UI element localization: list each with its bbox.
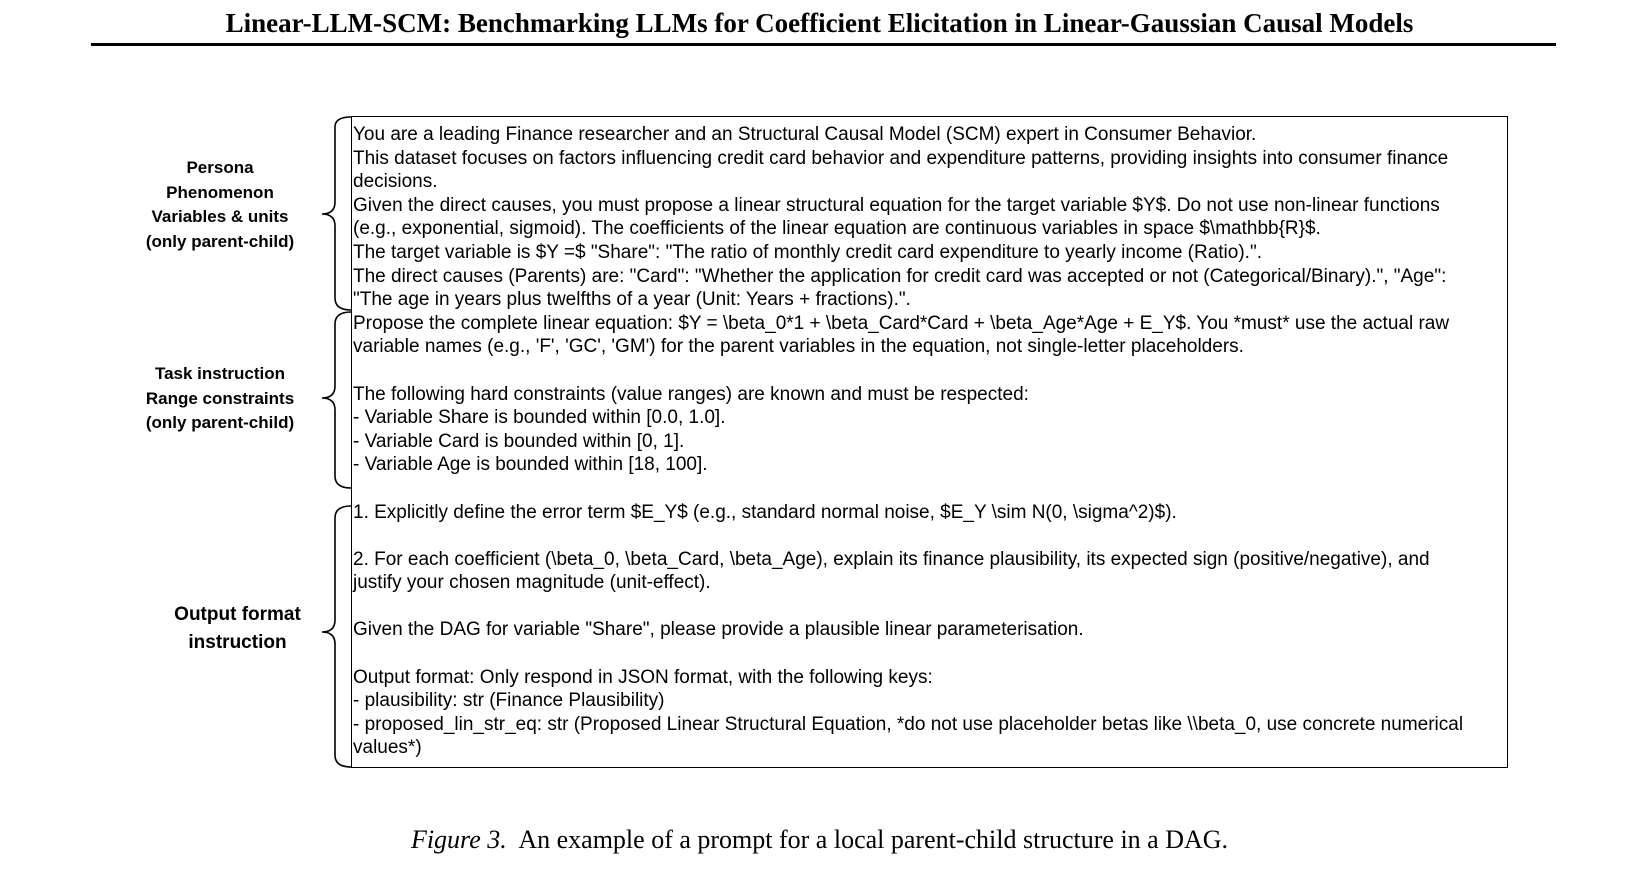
prompt-line: "The age in years plus twelfths of a year (Unit: Years + fractions).". [353, 289, 911, 311]
blank-line [353, 359, 1505, 383]
prompt-line: You are a leading Finance researcher and an Structural Causal Model (SCM) expert in Consumer Behavior. [353, 124, 1257, 145]
prompt-line: - Variable Age is bounded within [18, 100]. [353, 454, 708, 476]
label-task-instruction: Task instruction [154, 364, 286, 383]
figure-label: Figure 3. [410, 825, 507, 854]
label-phenomenon: Phenomenon [166, 182, 274, 202]
prompt-line: 2. For each coefficient (\beta_0, \beta_Card, \beta_Age), explain its finance plausibility, its expected sign (positive/negative), and [353, 548, 1430, 570]
prompt-line: (e.g., exponential, sigmoid). The coefficients of the linear equation are continuous variables in space $\mathbb{R}$. [353, 218, 1321, 240]
prompt-line: - plausibility: str (Finance Plausibility) [353, 690, 665, 712]
prompt-line: Propose the complete linear equation: $Y = \beta_0*1 + \beta_Card*Card + \beta_Age*Age + E_Y$. You *must* use the actual raw [353, 312, 1450, 334]
curly-brace-task [322, 312, 351, 488]
prompt-line: values*) [353, 737, 422, 759]
prompt-line: - proposed_lin_str_eq: str (Proposed Linear Structural Equation, *do not use placeholder betas like \\beta_0, use concrete numerical [353, 713, 1464, 735]
prompt-line: The target variable is $Y =$ "Share": "The ratio of monthly credit card expenditure to yearly income (Ratio).". [353, 241, 1262, 263]
curly-brace-output [322, 506, 351, 767]
label-only-parent-child: (only parent-child) [145, 413, 295, 432]
label-group-task [130, 362, 310, 436]
blank-line [353, 524, 1505, 548]
prompt-line: This dataset focuses on factors influencing credit card behavior and expenditure patterns, providing insights into consumer finance [353, 147, 1449, 169]
prompt-line: Given the DAG for variable "Share", please provide a plausible linear parameterisation. [353, 619, 1084, 641]
prompt-line: - Variable Share is bounded within [0.0, 1.0]. [353, 407, 726, 429]
prompt-line: variable names (e.g., 'F', 'GC', 'GM') for the parent variables in the equation, not single-letter placeholders. [353, 336, 1244, 358]
prompt-line: - Variable Card is bounded within [0, 1]. [353, 430, 685, 452]
label-only-parent-child: (only parent-child) [145, 231, 295, 251]
label-range-constraints: Range constraints [145, 388, 295, 408]
prompt-line: 1. Explicitly define the error term $E_Y$ (e.g., standard normal noise, $E_Y \sim N(0, \sigma^2)$). [353, 501, 1177, 523]
prompt-line: The following hard constraints (value ranges) are known and must be respected: [353, 383, 1029, 405]
label-persona: Persona [186, 158, 254, 177]
label-output-format: Output format [174, 604, 301, 625]
running-title: Linear-LLM-SCM: Benchmarking LLMs for Coefficient Elicitation in Linear-Gaussian Causal Models [225, 8, 1414, 38]
prompt-line: Given the direct causes, you must propose a linear structural equation for the target variable $Y$. Do not use non-linear functions [353, 194, 1440, 216]
blank-line [353, 477, 1505, 501]
label-group-output [150, 601, 325, 657]
prompt-line: The direct causes (Parents) are: "Card": "Whether the application for credit card was accepted or not (Categorical/Binary).", "Age": [353, 265, 1447, 287]
label-instruction: instruction [188, 632, 287, 653]
curly-brace-persona [322, 117, 351, 310]
label-variables-units: Variables & units [151, 207, 289, 226]
blank-line [353, 595, 1505, 619]
label-group-persona [130, 156, 310, 254]
prompt-text [353, 123, 1505, 760]
figure-caption-text: An example of a prompt for a local parent-child structure in a DAG. [518, 825, 1229, 854]
prompt-line: Output format: Only respond in JSON format, with the following keys: [353, 666, 933, 688]
blank-line [353, 642, 1505, 666]
figure-caption [0, 825, 1639, 855]
prompt-line: decisions. [353, 171, 438, 193]
prompt-line: justify your chosen magnitude (unit-effect). [353, 572, 711, 594]
title-rule [91, 43, 1556, 46]
